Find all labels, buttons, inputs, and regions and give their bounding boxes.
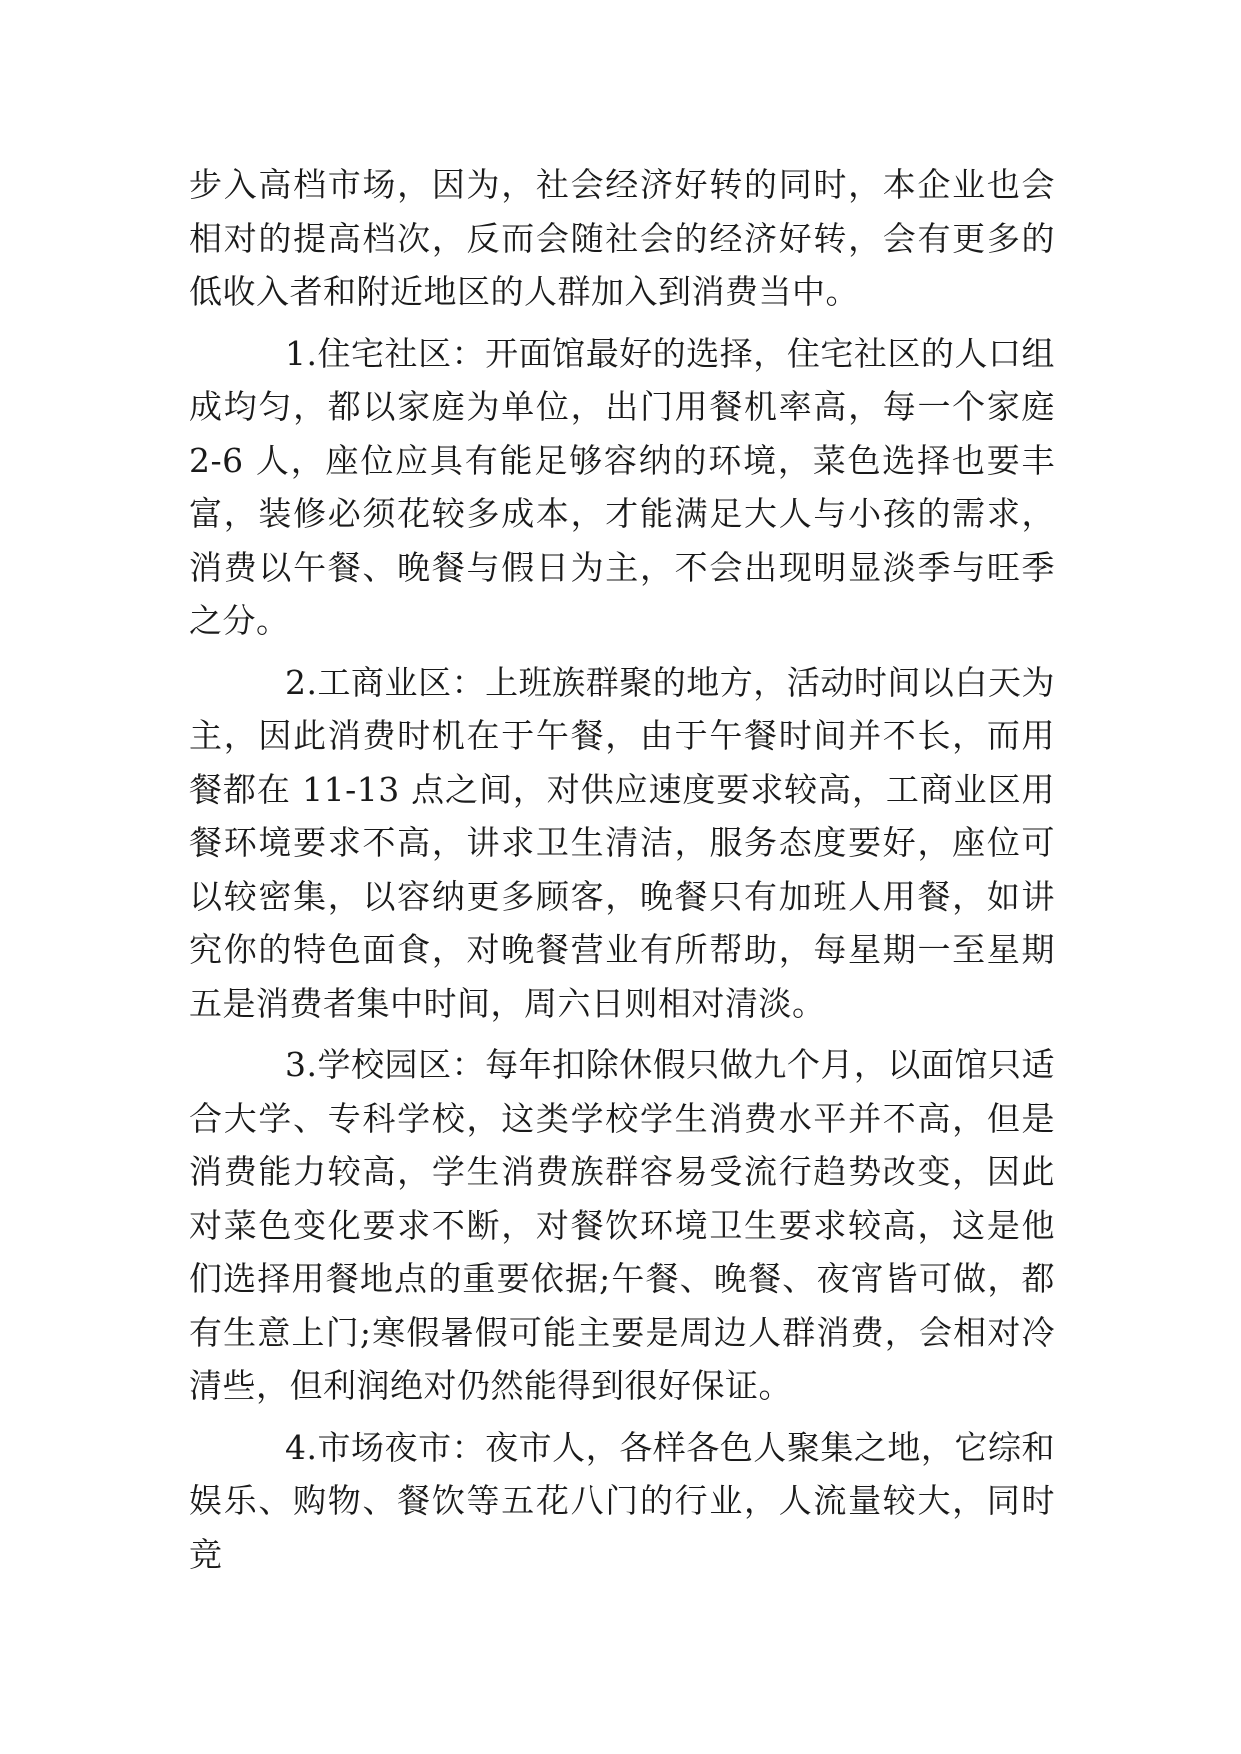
paragraph-business-district: 2.工商业区：上班族群聚的地方，活动时间以白天为主，因此消费时机在于午餐，由于午餐时间并不长，而用餐都在 11-13 点之间，对供应速度要求较高，工商业区用餐环境要求不高，讲求卫生清洁，服务态度要好，座位可以较密集，以容纳更多顾客，晚餐只有加班人用餐，如讲究你的特色面食，对晚餐营业有所帮助，每星期一至星期五是消费者集中时间，周六日则相对清淡。 (189, 662, 1055, 1023)
paragraph-school-campus: 3.学校园区：每年扣除休假只做九个月，以面馆只适合大学、专科学校，这类学校学生消费水平并不高，但是消费能力较高，学生消费族群容易受流行趋势改变，因此对菜色变化要求不断，对餐饮环境卫生要求较高，这是他们选择用餐地点的重要依据;午餐、晚餐、夜宵皆可做，都有生意上门;寒假暑假可能主要是周边人群消费，会相对冷清些，但利润绝对仍然能得到很好保证。 (189, 1045, 1055, 1405)
paragraph-residential-community: 1.住宅社区：开面馆最好的选择，住宅社区的人口组成均匀，都以家庭为单位，出门用餐机率高，每一个家庭 2-6 人，座位应具有能足够容纳的环境，菜色选择也要丰富，装修必须花较多成本，才能满足大人与小孩的需求，消费以午餐、晚餐与假日为主，不会出现明显淡季与旺季之分。 (189, 333, 1055, 640)
paragraph-night-market: 4.市场夜市：夜市人，各样各色人聚集之地，它综和娱乐、购物、餐饮等五花八门的行业，人流量较大，同时竞 (189, 1427, 1055, 1574)
paragraph-continuation: 步入高档市场，因为，社会经济好转的同时，本企业也会相对的提高档次，反而会随社会的经济好转，会有更多的低收入者和附近地区的人群加入到消费当中。 (189, 165, 1055, 311)
document-body (189, 158, 1055, 1589)
